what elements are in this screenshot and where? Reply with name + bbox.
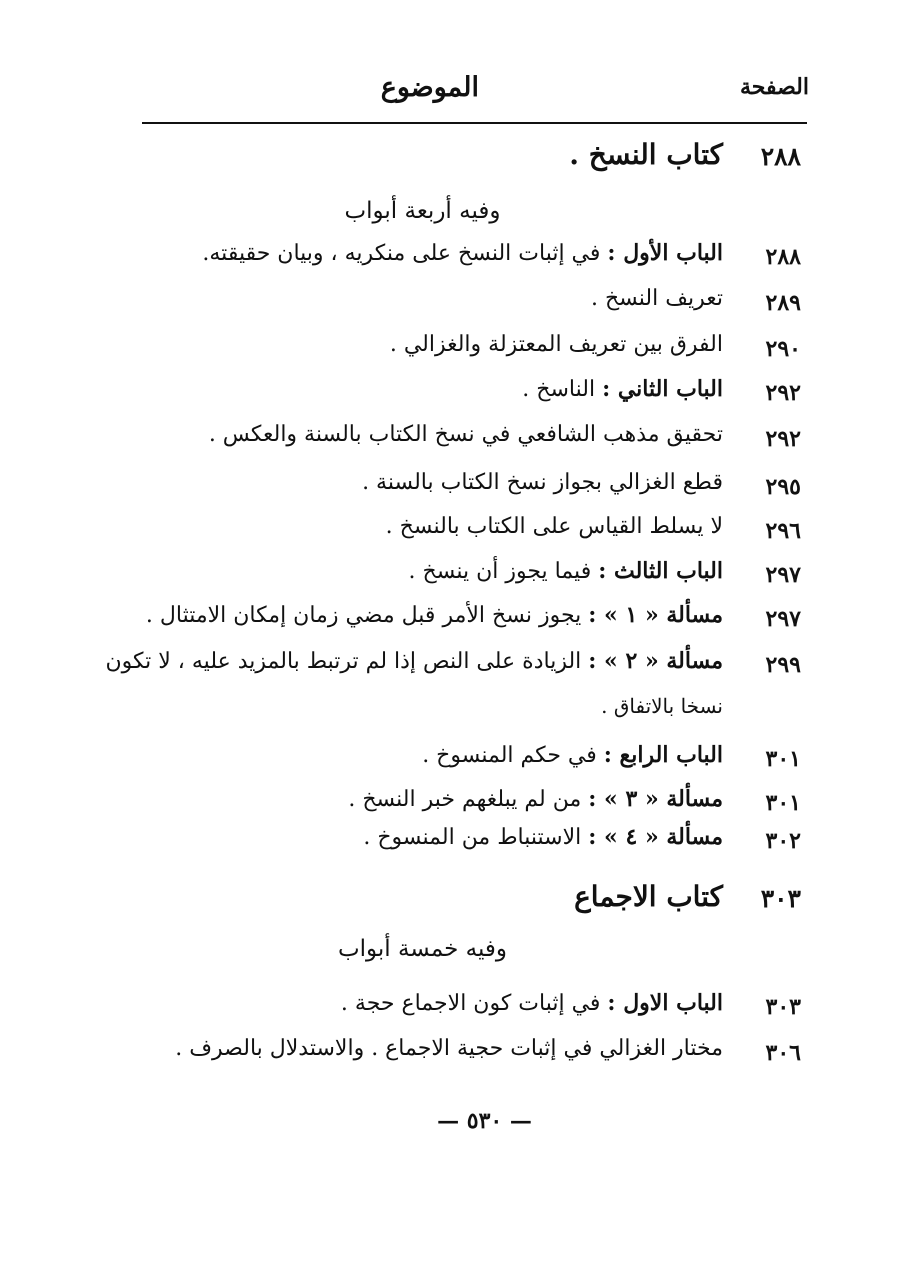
page-number: ٢٩٩ [765, 652, 801, 678]
index-entry [140, 420, 801, 460]
index-entry [140, 284, 801, 324]
page-number: ٣٠١ [765, 746, 801, 772]
entry-label: الباب الثاني : [602, 376, 723, 402]
book-heading-naskh [140, 138, 801, 182]
entry-description: فيما يجوز أن ينسخ . [408, 559, 592, 584]
entry-description: لا يسلط القياس على الكتاب بالنسخ . [385, 514, 723, 539]
table-header [0, 72, 901, 112]
entry-text [341, 990, 723, 1016]
index-entry [140, 988, 801, 1028]
index-entry [140, 238, 801, 278]
entry-text [363, 824, 723, 850]
entry-label: الباب الثالث : [598, 558, 723, 584]
entry-description: مختار الغزالي في إثبات حجية الاجماع . والاستدلال بالصرف . [175, 1036, 723, 1061]
index-entry [140, 374, 801, 414]
index-entry [140, 784, 801, 824]
page-footer-number: — ٥٣٠ — [437, 1108, 532, 1134]
page-number: ٢٩٠ [765, 336, 801, 362]
entry-description: الاستنباط من المنسوخ . [363, 825, 582, 850]
page-number: ٢٩٧ [765, 562, 801, 588]
entry-description: في إثبات النسخ على منكريه ، وبيان حقيقته. [202, 241, 601, 266]
index-entry [140, 468, 801, 508]
page-number: ٣٠٦ [765, 1040, 801, 1066]
entry-text [105, 648, 723, 674]
index-entry [140, 330, 801, 370]
page-number: ٣٠٢ [765, 828, 801, 854]
topic-column-heading: الموضوع [380, 72, 479, 103]
entry-text [522, 376, 723, 402]
entry-text [202, 240, 723, 266]
entry-label: مسألة « ٤ » : [588, 824, 723, 850]
entry-description: يجوز نسخ الأمر قبل مضي زمان إمكان الامتثال . [145, 603, 582, 628]
page-number: ٢٩٢ [765, 380, 801, 406]
entry-text [422, 742, 723, 768]
book-title: كتاب النسخ . [569, 138, 723, 171]
index-entry [140, 822, 801, 862]
entry-description: تعريف النسخ . [590, 286, 723, 311]
page-number: ٢٩٥ [765, 474, 801, 500]
entry-text [348, 786, 723, 812]
entry-description: الناسخ . [522, 377, 596, 402]
subheading: وفيه أربعة أبواب [344, 198, 501, 224]
entry-continuation: نسخا بالاتفاق . [601, 694, 723, 718]
entry-description: من لم يبلغهم خبر النسخ . [348, 787, 582, 812]
header-divider [142, 122, 807, 124]
entry-text [409, 558, 724, 584]
entry-description: الفرق بين تعريف المعتزلة والغزالي . [389, 332, 723, 357]
index-entry [140, 1034, 801, 1074]
page-number: ٣٠٣ [760, 884, 801, 913]
entry-description: الزيادة على النص إذا لم ترتبط بالمزيد عليه ، لا تكون [105, 649, 582, 674]
page-number: ٣٠٣ [765, 994, 801, 1020]
index-entry [140, 600, 801, 640]
entry-text [146, 602, 723, 628]
page-number: ٢٩٦ [765, 518, 801, 544]
page-number: ٢٨٨ [765, 244, 801, 270]
entry-label: الباب الأول : [607, 240, 723, 266]
index-entry [140, 512, 801, 552]
page-number: ٣٠١ [765, 790, 801, 816]
page-column-heading: الصفحة [739, 74, 809, 100]
page-number: ٢٨٩ [765, 290, 801, 316]
entry-label: مسألة « ١ » : [588, 602, 723, 628]
entry-description: تحقيق مذهب الشافعي في نسخ الكتاب بالسنة والعكس . [208, 422, 723, 447]
entry-description: قطع الغزالي بجواز نسخ الكتاب بالسنة . [362, 470, 723, 495]
index-entry [140, 740, 801, 780]
entry-label: الباب الرابع : [603, 742, 723, 768]
page-number: ٢٨٨ [760, 142, 801, 171]
entry-label: الباب الاول : [607, 990, 723, 1016]
book-title: كتاب الاجماع [574, 880, 723, 913]
entry-description: في إثبات كون الاجماع حجة . [340, 991, 601, 1016]
index-entry [140, 556, 801, 596]
book-heading-ijma [140, 880, 801, 924]
page-number: ٢٩٧ [765, 606, 801, 632]
index-entry [105, 646, 801, 686]
entry-description: في حكم المنسوخ . [422, 743, 597, 768]
subheading: وفيه خمسة أبواب [337, 936, 508, 962]
entry-label: مسألة « ٣ » : [588, 786, 723, 812]
page-number: ٢٩٢ [765, 426, 801, 452]
entry-label: مسألة « ٢ » : [588, 648, 723, 674]
